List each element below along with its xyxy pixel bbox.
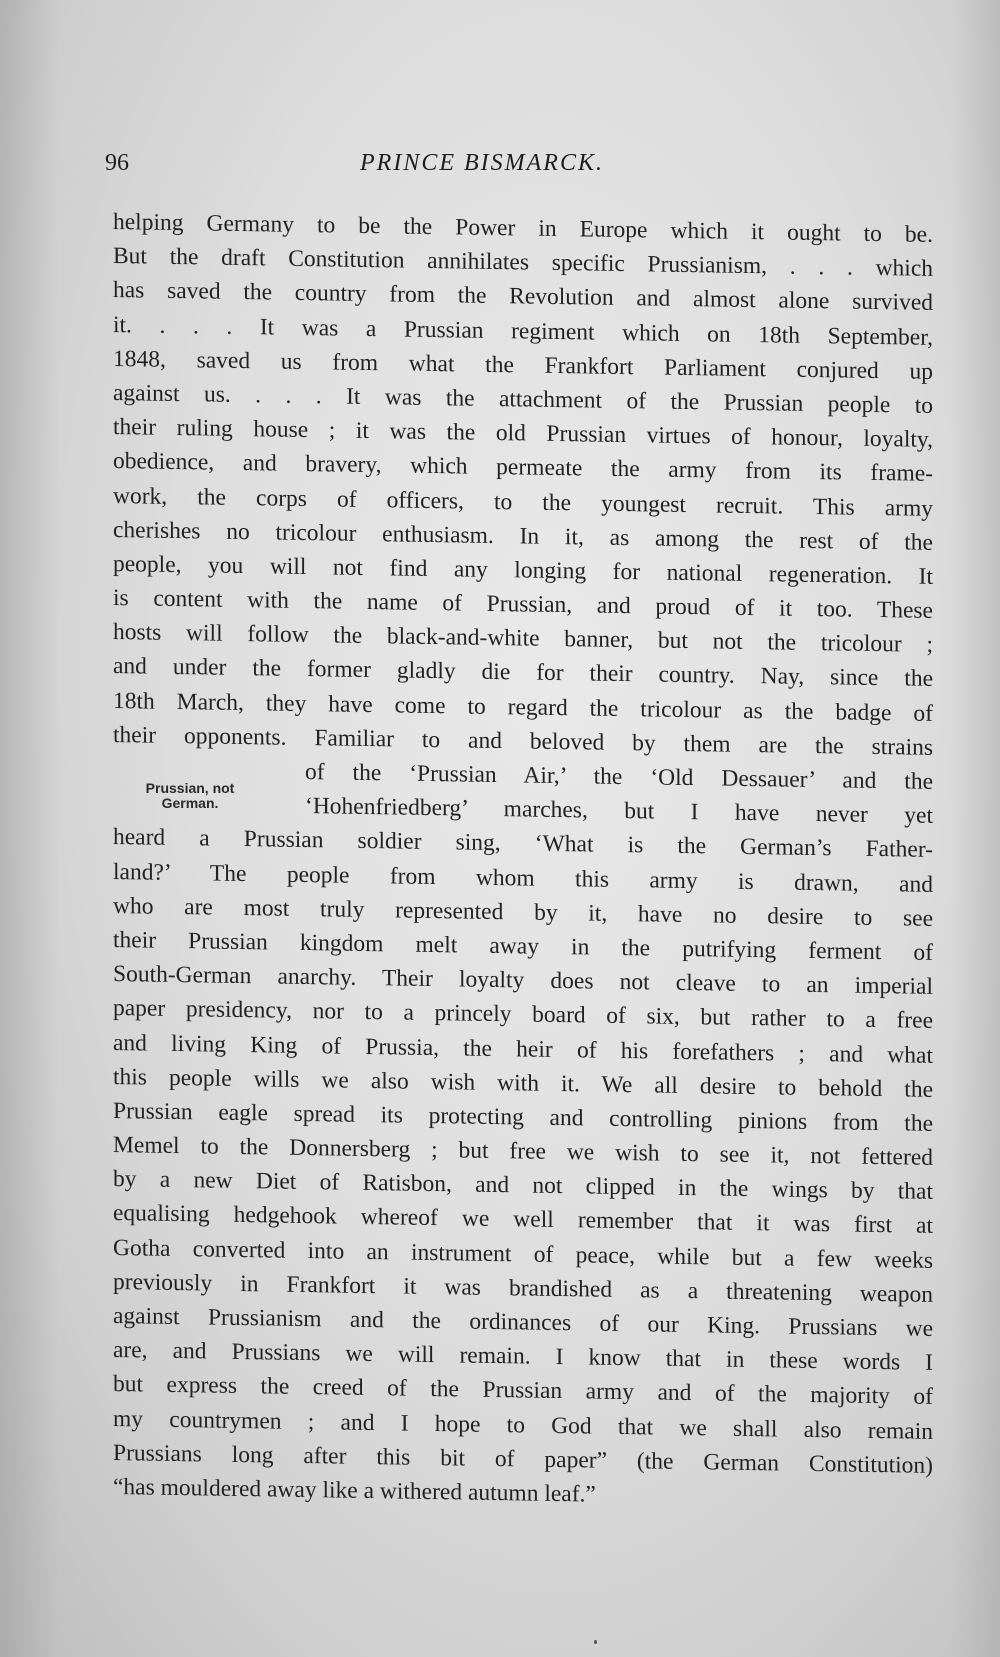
text-line: is content with the name of Prussian, and proud of it too. These [113, 585, 933, 624]
text-line: this people wills we also wish with it. We all desire to behold the [113, 1063, 933, 1103]
text-line: “has mouldered away like a withered autumn leaf.” [113, 1473, 596, 1508]
text-line: people, you will not find any longing for national regeneration. It [113, 550, 933, 590]
text-line: 18th March, they have come to regard the tricolour as the badge of [113, 687, 933, 727]
paper-speck [594, 1640, 597, 1644]
text-line: against Prussianism and the ordinances of our King. Prussians we [113, 1303, 933, 1342]
page-shadow-left [0, 0, 60, 1657]
text-line: my countrymen ; and I hope to God that we shall also remain [113, 1405, 933, 1445]
text-line: by a new Diet of Ratisbon, and not clipped in the wings by that [113, 1166, 933, 1206]
text-line: paper presidency, nor to a princely board of six, but rather to a free [113, 995, 933, 1035]
text-line: 1848, saved us from what the Frankfort Parliament conjured up [113, 345, 933, 385]
text-line: cherishes no tricolour enthusiasm. In it, as among the rest of the [113, 516, 933, 556]
text-line: their Prussian kingdom melt away in the putrifying ferment of [113, 926, 933, 966]
text-line: land?’ The people from whom this army is drawn, and [113, 858, 933, 898]
page-number: 96 [105, 150, 129, 176]
running-head [105, 150, 670, 180]
text-line: Memel to the Donnersberg ; but free we wish to see it, not fettered [113, 1132, 933, 1171]
text-line: equalising hedgehook whereof we well remember that it was first at [113, 1200, 933, 1240]
text-line: has saved the country from the Revolution and almost alone survived [113, 277, 933, 317]
text-line: heard a Prussian soldier sing, ‘What is the German’s Father- [113, 824, 933, 864]
text-line: their ruling house ; it was the old Prussian virtues of honour, loyalty, [113, 414, 933, 454]
text-line: Gotha converted into an instrument of peace, while but a few weeks [113, 1234, 933, 1274]
page-shadow-right [950, 0, 1000, 1657]
text-line: work, the corps of officers, to the youngest recruit. This army [113, 482, 933, 522]
text-line: ‘Hohenfriedberg’ marches, but I have never yet [305, 793, 933, 830]
text-line: But the draft Constitution annihilates specific Prussianism, . . . which [113, 243, 933, 283]
text-line: helping Germany to be the Power in Europe which it ought to be. [113, 209, 933, 248]
text-line: and living King of Prussia, the heir of his forefathers ; and what [113, 1029, 933, 1069]
text-line: who are most truly represented by it, have no desire to see [113, 892, 933, 932]
text-line: South-German anarchy. Their loyalty does not cleave to an imperial [113, 961, 933, 1001]
margin-note-line: German. [161, 795, 219, 811]
text-line: previously in Frankfort it was brandished as a threatening weapon [113, 1268, 933, 1308]
text-line: Prussians long after this bit of paper” (the German Constitution) [113, 1439, 933, 1479]
text-line: obedience, and bravery, which permeate the army from its frame- [113, 448, 933, 488]
body-text [113, 205, 933, 1517]
text-line: are, and Prussians we will remain. I know that in these words I [113, 1337, 933, 1377]
text-line: against us. . . . It was the attachment of the Prussian people to [113, 379, 933, 419]
text-line: but express the creed of the Prussian army and of the majority of [113, 1371, 933, 1411]
text-line: hosts will follow the black-and-white banner, but not the tricolour ; [113, 619, 933, 659]
text-line: Prussian eagle spread its protecting and controlling pinions from the [113, 1097, 933, 1137]
text-line: it. . . . It was a Prussian regiment which on 18th September, [113, 311, 933, 351]
running-title: PRINCE BISMARCK. [360, 150, 604, 176]
text-line: and under the former gladly die for their country. Nay, since the [113, 653, 933, 693]
margin-note-line: Prussian, not [145, 780, 235, 796]
text-line: their opponents. Familiar to and beloved by them are the strains [113, 721, 933, 761]
text-line: of the ‘Prussian Air,’ the ‘Old Dessauer’ and the [305, 759, 933, 795]
